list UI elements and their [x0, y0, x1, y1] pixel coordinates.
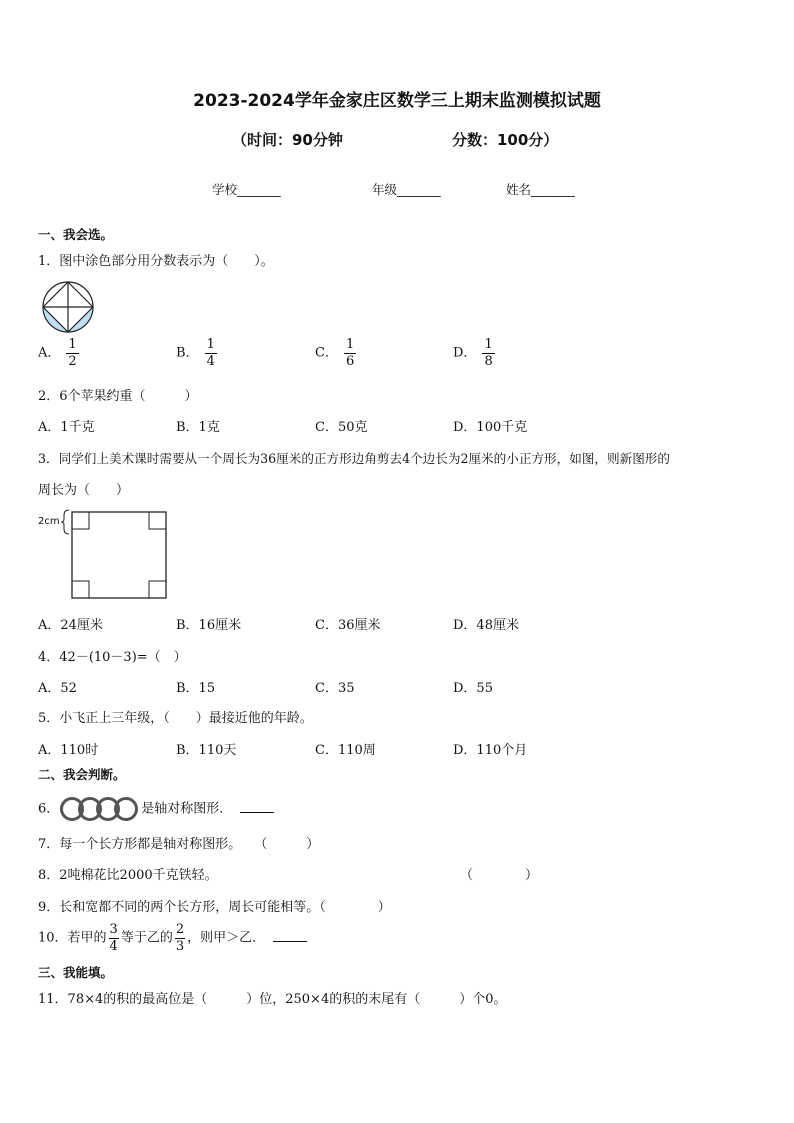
question-9: 9．长和宽都不同的两个长方形，周长可能相等。（ ）	[38, 900, 391, 915]
q2-option-a[interactable]: A．1千克	[38, 420, 95, 435]
q1-option-c[interactable]: C． $\frac{1}{6}$	[315, 337, 355, 369]
q4-option-b[interactable]: B．15	[176, 681, 216, 696]
q4-option-c[interactable]: C．35	[315, 681, 355, 696]
question-4-stem: 4．42－(10－3)=（ ）	[38, 650, 187, 665]
q2-option-d[interactable]: D．100千克	[453, 420, 528, 435]
exam-score: 分数：100分）	[452, 131, 559, 149]
four-rings-icon	[59, 796, 141, 822]
q1-option-b[interactable]: B． $\frac{1}{4}$	[176, 337, 215, 369]
section-heading-fill: 三、我能填。	[38, 965, 114, 980]
q8-answer-blank[interactable]: （ ）	[460, 868, 539, 883]
q5-option-d[interactable]: D．110个月	[453, 743, 528, 758]
q2-option-b[interactable]: B．1克	[176, 420, 220, 435]
question-7: 7．每一个长方形都是轴对称图形。 （ ）	[38, 837, 320, 852]
question-3-stem-line1: 3．同学们上美术课时需要从一个周长为36厘米的正方形边角剪去4个边长为2厘米的小正方形，如图，则新图形的	[38, 451, 670, 466]
q5-option-a[interactable]: A．110时	[38, 743, 99, 758]
q5-option-b[interactable]: B．110天	[176, 743, 237, 758]
question-1-stem: 1．图中涂色部分用分数表示为（ ）。	[38, 254, 274, 269]
q6-answer-blank[interactable]	[240, 800, 274, 813]
q1-option-a[interactable]: A． $\frac{1}{2}$	[38, 337, 77, 369]
question-10: 10．若甲的 $\frac{3}{4}$ 等于乙的 $\frac{2}{3}$ ，则甲＞乙．	[38, 923, 307, 953]
q3-option-d[interactable]: D．48厘米	[453, 618, 519, 633]
q2-option-c[interactable]: C．50克	[315, 420, 368, 435]
q4-option-d[interactable]: D．55	[453, 681, 493, 696]
question-3-stem-line2: 周长为（ ）	[38, 483, 130, 498]
question-6	[38, 796, 274, 822]
exam-time: （时间：90分钟	[232, 131, 343, 149]
question-5-stem: 5．小飞正上三年级，（ ）最接近他的年龄。	[38, 711, 313, 726]
section-heading-choose: 一、我会选。	[38, 227, 114, 242]
question-11: 11．78×4的积的最高位是（ ）位，250×4的积的末尾有（ ）个0。	[38, 992, 507, 1007]
figure-label-2cm: 2cm	[38, 516, 60, 527]
q1-option-d[interactable]: D． $\frac{1}{8}$	[453, 337, 493, 369]
q10-answer-blank[interactable]	[273, 929, 307, 942]
question-8: 8．2吨棉花比2000千克铁轻。	[38, 868, 218, 883]
q5-option-c[interactable]: C．110周	[315, 743, 376, 758]
question-2-stem: 2．6个苹果约重（ ）	[38, 389, 198, 404]
circle-square-figure	[40, 279, 96, 335]
q4-option-a[interactable]: A．52	[38, 681, 77, 696]
exam-title: 2023-2024学年金家庄区数学三上期末监测模拟试题	[193, 91, 601, 111]
grade-field: 年级_______	[372, 182, 441, 197]
q3-option-b[interactable]: B．16厘米	[176, 618, 242, 633]
question-6-number: 6．	[38, 801, 60, 817]
question-6-text: 是轴对称图形．	[141, 801, 233, 817]
section-heading-judge: 二、我会判断。	[38, 767, 126, 782]
q3-option-c[interactable]: C．36厘米	[315, 618, 381, 633]
school-field: 学校_______	[212, 182, 281, 197]
cut-square-figure	[58, 507, 170, 601]
q3-option-a[interactable]: A．24厘米	[38, 618, 103, 633]
name-field: 姓名_______	[506, 182, 575, 197]
